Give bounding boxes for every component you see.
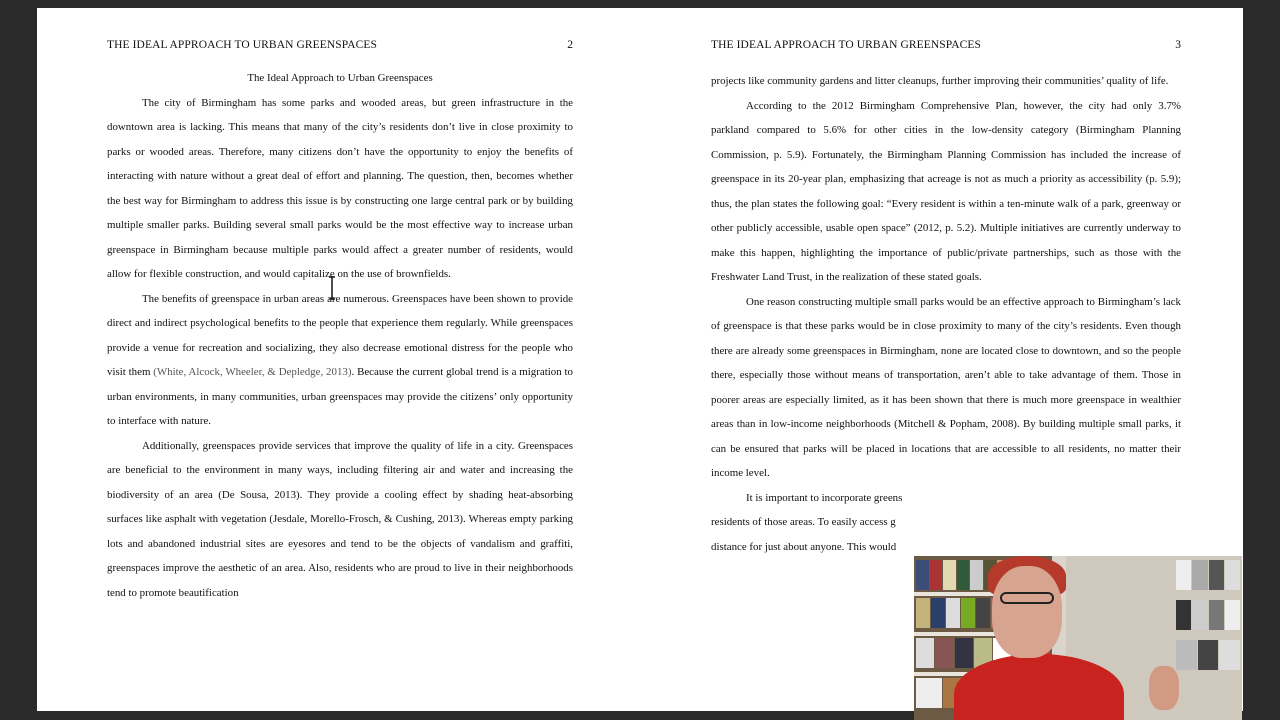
paragraph: residents of those areas. To easily access g	[711, 516, 896, 528]
paragraph: It is important to incorporate greens	[746, 491, 903, 504]
paragraph: Additionally, greenspaces provide services that improve the quality of life in a city. Greenspaces are beneficial to the environment in many ways, including filtering air and water and increasing the biodiversity of an area (De Sousa, 2013). They provide a cooling effect by shading heat-absorbing surfaces like asphalt with vegetation (Jesdale, Morello-Frosch, & Cushing, 2013). Whereas empty parking lots and abandoned industrial sites are eyesores and tend to be the objects of vandalism and graffiti, greenspaces improve the aesthetic of an area. Also, residents who are proud to live in their neighborhoods tend to promote beautification	[107, 439, 573, 599]
paragraph	[107, 287, 573, 434]
running-head	[711, 39, 1181, 55]
running-head	[107, 39, 573, 55]
page-body[interactable]	[711, 69, 1181, 559]
paragraph: distance for just about anyone. This would	[711, 540, 897, 553]
presenter-hand	[1149, 666, 1179, 710]
page-number: 3	[1175, 39, 1181, 51]
citation: (White, Alcock, Wheeler, & Depledge, 2013)	[153, 366, 352, 378]
running-head-title: THE IDEAL APPROACH TO URBAN GREENSPACES	[107, 39, 378, 51]
glasses-icon	[1000, 592, 1054, 604]
presenter-face	[992, 566, 1062, 658]
paragraph: The city of Birmingham has some parks and wooded areas, but green infrastructure in the downtown area is lacking. This means that many of the city’s residents don’t live in close proximity to parks or wooded areas. Therefore, many citizens don’t have the opportunity to enjoy the benefits of interacting with nature without a great deal of effort and planning. The question, then, becomes whether the best way for Birmingham to address this issue is by constructing one large central park or by building multiple smaller parks. Building several small parks would be the most effective way to increase urban greenspace in Birmingham because multiple parks would affect a greater number of residents, would allow for flexible construction, and would capitalize on the use of brownfields.	[107, 96, 573, 280]
page-body[interactable]	[107, 66, 573, 605]
page-2	[107, 8, 573, 711]
webcam-overlay	[914, 556, 1242, 720]
paragraph: One reason constructing multiple small parks would be an effective approach to Birmingham’s lack of greenspace is that these parks would be in close proximity to many of the city’s residents. Even though there are already some greenspaces in Birmingham, none are located close to downtown, and so the people there, especially those without means of transportation, aren’t able to take advantage of them. Those in poorer areas are especially limited, as it has been shown that there is much more greenspace in wealthier areas than in low-income neighborhoods (Mitchell & Popham, 2008). By building multiple small parks, it can be ensured that parks will be placed in locations that are accessible to all residents, no matter their income level.	[711, 295, 1181, 479]
page-number: 2	[567, 39, 573, 51]
text-cursor-icon	[327, 276, 337, 300]
paragraph-text: The benefits of greenspace in urban areas are numerous. Greenspaces have been shown to provide direct and indirect psychological benefits to the people that experience them regularly. While greenspaces provide a venue for recreation and socializing, they also decrease emotional distress for the people who visit them	[107, 292, 573, 378]
paragraph: projects like community gardens and litter cleanups, further improving their communities’ quality of life.	[711, 75, 1169, 87]
paragraph: According to the 2012 Birmingham Comprehensive Plan, however, the city had only 3.7% parkland compared to 5.6% for other cities in the low-density category (Birmingham Planning Commission, p. 5.9). Fortunately, the Birmingham Planning Commission has included the increase of greenspace in its 20-year plan, emphasizing that acreage is not as much a priority as accessibility (p. 5.9); thus, the plan states the following goal: “Every resident is within a ten-minute walk of a park, greenway or other publicly accessible, usable open space” (2012, p. 5.2). Multiple initiatives are currently underway to make this happen, highlighting the importance of public/private partnerships, such as those with the Freshwater Land Trust, in the realization of these stated goals.	[711, 99, 1181, 283]
document-title: The Ideal Approach to Urban Greenspaces	[247, 72, 433, 84]
running-head-title: THE IDEAL APPROACH TO URBAN GREENSPACES	[711, 39, 982, 51]
paragraph-text: . Because the current global trend is a migration to urban environments, in many communities, urban greenspaces may provide the citizens’ only opportunity to interface with nature.	[107, 366, 573, 427]
